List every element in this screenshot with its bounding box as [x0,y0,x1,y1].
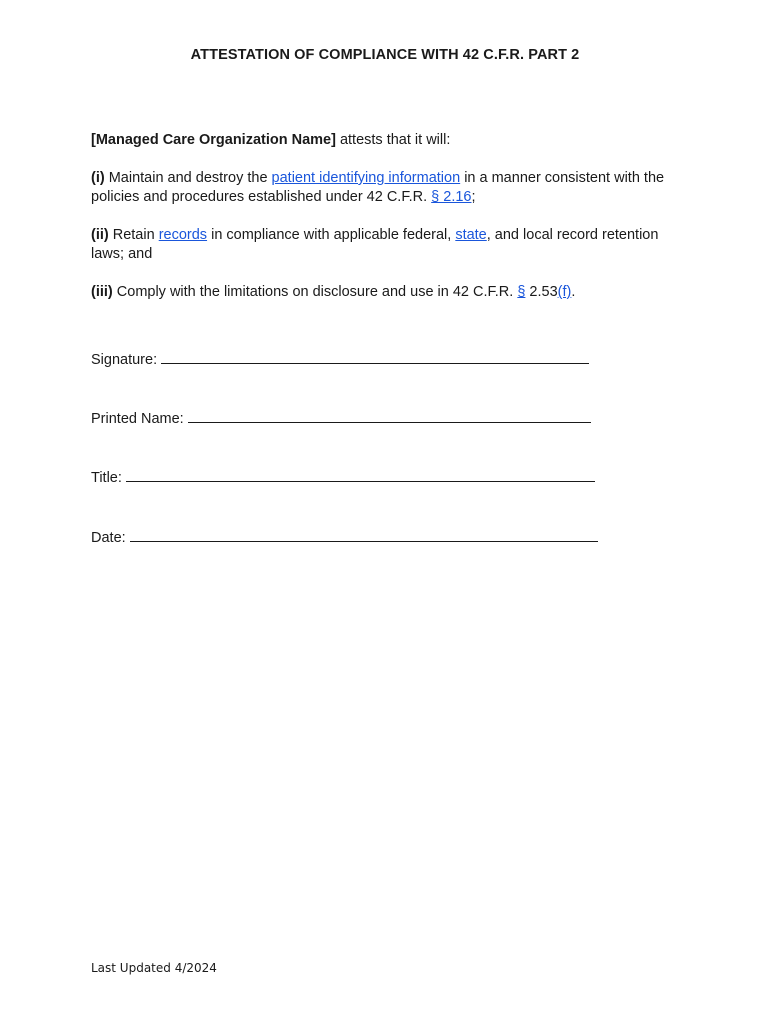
title-field[interactable] [126,467,595,482]
item-i-text-after: ; [471,189,476,205]
state-link[interactable]: state [455,227,487,243]
printed-name-field[interactable] [188,408,591,423]
item-ii-text-after: , and local record retention laws; and [91,227,659,262]
signature-line [91,349,589,368]
item-iii-text-middle: 2.53 [525,284,558,300]
intro-text: attests that it will: [335,132,451,148]
item-ii-paragraph [91,226,681,264]
organization-name-placeholder: [Managed Care Organization Name] [91,132,336,148]
item-i-paragraph [91,169,681,207]
printed-name-label: Printed Name: [91,411,184,427]
item-i-text-before: Maintain and destroy the [104,170,272,186]
signature-label: Signature: [91,352,158,368]
document-title: ATTESTATION OF COMPLIANCE WITH 42 C.F.R. PART 2 [190,47,580,63]
signature-field[interactable] [161,349,589,364]
records-link[interactable]: records [158,227,208,243]
title-line [91,467,595,486]
item-ii-marker: (ii) [91,227,109,243]
patient-identifying-information-link[interactable]: patient identifying information [271,170,461,186]
item-iii-marker: (iii) [91,284,113,300]
footer-last-updated: Last Updated 4/2024 [91,961,217,975]
item-ii-text-middle: in compliance with applicable federal, [207,227,456,243]
item-iii-paragraph [91,283,681,302]
intro-paragraph [91,131,681,150]
item-i-marker: (i) [91,170,105,186]
item-ii-text-before: Retain [108,227,159,243]
item-iii-text-after: . [571,284,576,300]
item-i-text-middle: in a manner consistent with the policies and procedures established under 42 C.F.R. [91,170,665,205]
item-iii-text-before: Comply with the limitations on disclosure and use in 42 C.F.R. [112,284,518,300]
date-line [91,527,598,546]
title-label: Title: [91,470,122,486]
subsection-f-link[interactable]: (f) [557,284,572,300]
section-symbol-link[interactable]: § [517,284,526,300]
section-2-16-link[interactable]: § 2.16 [431,189,472,205]
printed-name-line [91,408,591,427]
date-label: Date: [91,530,126,546]
date-field[interactable] [130,527,598,542]
